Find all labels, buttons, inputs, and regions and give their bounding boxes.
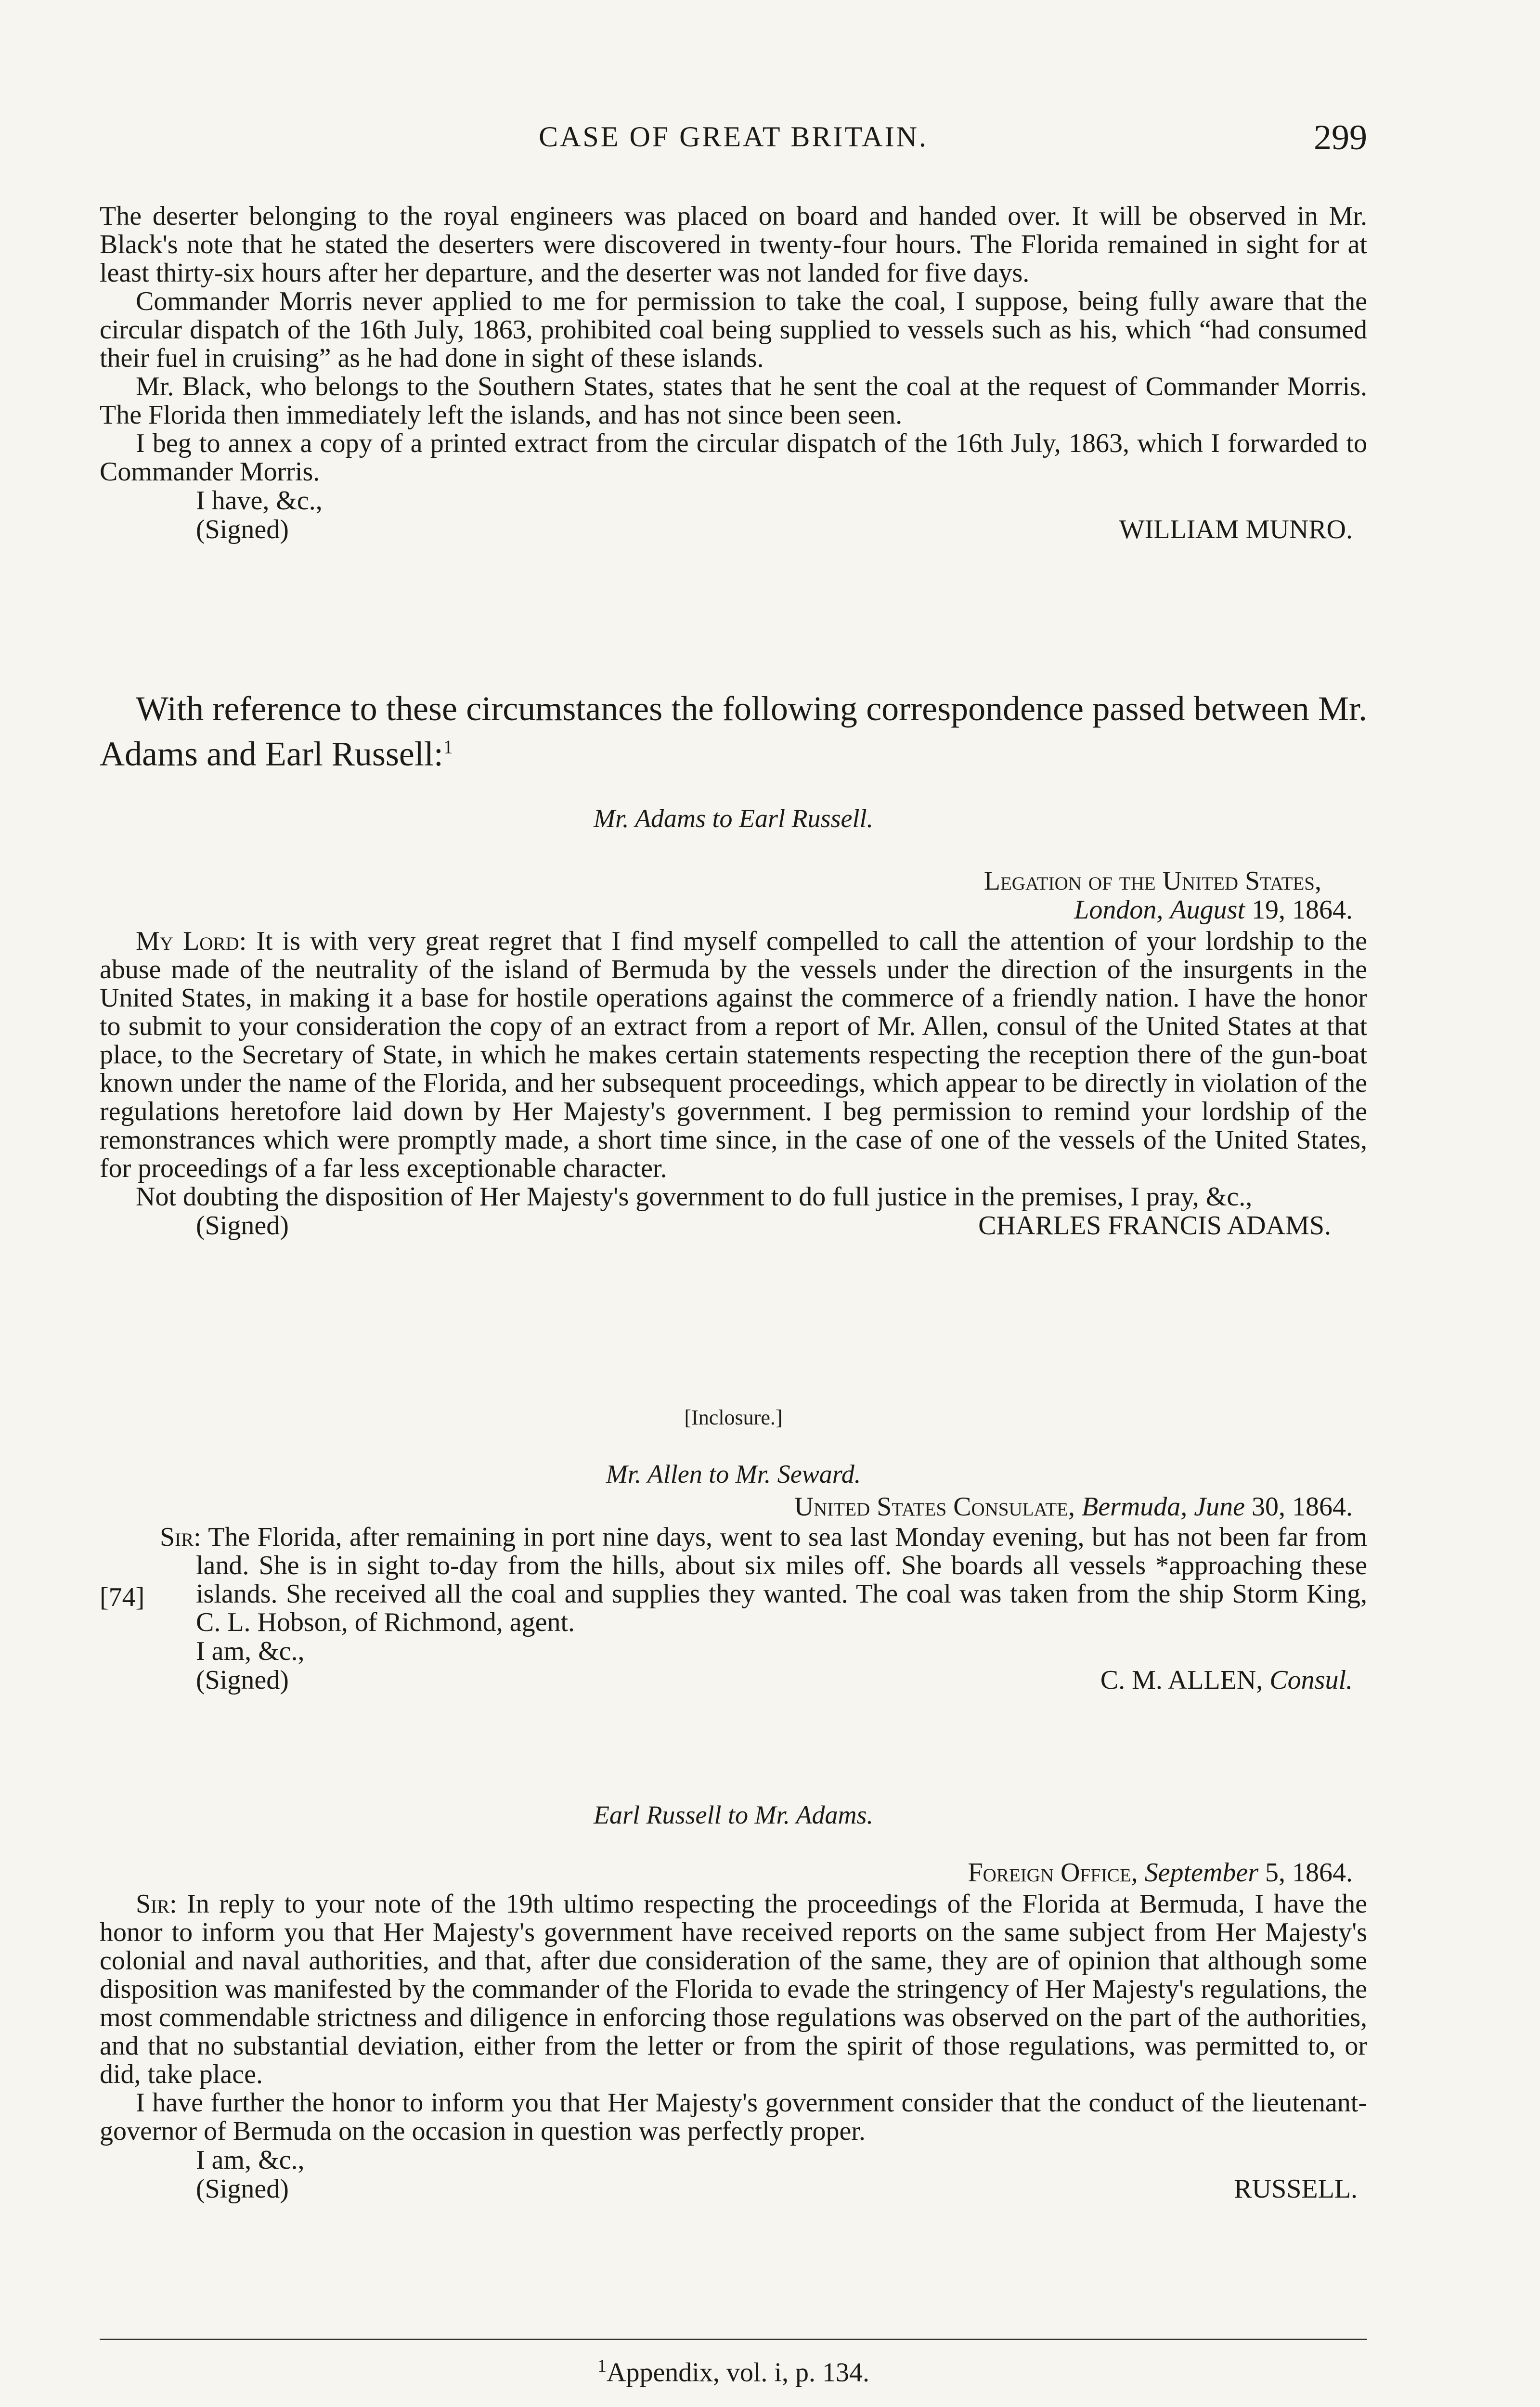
- place-text: United States Consulate,: [794, 1492, 1075, 1522]
- footnote: [100, 2355, 1367, 2388]
- munro-paragraph-1: The deserter belonging to the royal engineers was placed on board and handed over. It will be observed in Mr. Black's note that he stated the deserters were discovered in twenty-four hours. The Florida remained in sight for at least thirty-six hours after her departure, and the deserter was not landed for five days.: [100, 201, 1367, 288]
- russell-signature-row: [100, 2174, 1367, 2204]
- munro-signature-row: [100, 515, 1367, 545]
- page-header: [100, 120, 1367, 164]
- signed-label: (Signed): [196, 1211, 289, 1241]
- intro-paragraph: [100, 689, 1367, 773]
- allen-signature-row: [100, 1666, 1367, 1695]
- adams-signer: CHARLES FRANCIS ADAMS.: [978, 1211, 1331, 1241]
- footnote-text: Appendix, vol. i, p. 134.: [607, 2357, 869, 2388]
- date-day: 5, 1864.: [1265, 1858, 1353, 1888]
- date-month: September: [1144, 1858, 1258, 1888]
- margin-reference: [74]: [100, 1582, 145, 1612]
- munro-letter-continuation: [100, 202, 1367, 545]
- footnote-mark: 1: [597, 2356, 607, 2376]
- salutation: Sir: [160, 1522, 194, 1552]
- allen-closing: I am, &c.,: [196, 1636, 305, 1666]
- paragraph-text: : It is with very great regret that I find myself compelled to call the attention of your lordship to the abuse made of the neutrality of the island of Bermuda by the vessels under the direction of the insurgents in the United States, in making it a base for hostile operations against the commerce of a friendly nation. I have the honor to submit to your consideration the copy of an extract from a report of Mr. Allen, consul of the United States at that place, to the Secretary of State, in which he makes certain statements respecting the reception there of the gun-boat known under the name of the Florida, and her subsequent proceedings, which appear to be directly in violation of the regulations heretofore laid down by Her Majesty's government. I beg permission to remind your lordship of the remonstrances which were promptly made, a short time since, in the case of one of the vessels of the United States, for proceedings of a far less exceptionable character.: [100, 926, 1367, 1183]
- date-month: June: [1194, 1492, 1245, 1522]
- allen-letter-heading: Mr. Allen to Mr. Seward.: [606, 1460, 861, 1488]
- signed-label: (Signed): [196, 515, 289, 544]
- allen-letter-paragraph: [100, 1523, 1367, 1637]
- munro-closing: I have, &c.,: [196, 486, 323, 516]
- munro-signer: WILLIAM MUNRO.: [1119, 515, 1353, 544]
- signer-name: C. M. ALLEN,: [1100, 1665, 1263, 1695]
- adams-letter-paragraph-2: Not doubting the disposition of Her Majesty's government to do full justice in the premises, I pray, &c.,: [136, 1182, 1253, 1212]
- russell-closing: I am, &c.,: [196, 2145, 305, 2175]
- running-head: CASE OF GREAT BRITAIN.: [539, 121, 928, 153]
- allen-letter-body: [100, 1523, 1367, 1637]
- allen-signer: [1100, 1666, 1353, 1695]
- signed-label: (Signed): [196, 2174, 289, 2204]
- inclosure-block: [100, 1406, 1367, 1695]
- paragraph-text: : The Florida, after remaining in port nine days, went to sea last Monday evening, but has not been far from land. She is in sight to-day from the hills, about six miles off. She boards all vessels *approaching these islands. She received all the coal and supplies they wanted. The coal was taken from the ship Storm King, C. L. Hobson, of Richmond, agent.: [194, 1522, 1367, 1637]
- signer-title: Consul.: [1269, 1665, 1353, 1695]
- date-month: August: [1170, 895, 1245, 925]
- adams-letter-place: [100, 867, 1367, 895]
- adams-signature-row: [100, 1211, 1367, 1241]
- signed-label: (Signed): [196, 1665, 289, 1695]
- adams-letter-paragraph-1: [100, 927, 1367, 1183]
- russell-letter: [100, 1800, 1367, 2204]
- allen-letter-dateline: [100, 1492, 1367, 1521]
- russell-letter-dateline: [100, 1858, 1367, 1887]
- date-place: Bermuda,: [1081, 1492, 1188, 1522]
- salutation: Sir: [136, 1889, 170, 1919]
- inclosure-label: [Inclosure.]: [684, 1406, 783, 1429]
- russell-letter-heading: Earl Russell to Mr. Adams.: [593, 1800, 874, 1829]
- munro-paragraph-4: I beg to annex a copy of a printed extract from the circular dispatch of the 16th July, 1863, which I forwarded to Commander Morris.: [100, 428, 1367, 487]
- paragraph-text: : In reply to your note of the 19th ultimo respecting the proceedings of the Florida at Bermuda, I have the honor to inform you that Her Majesty's government have received reports on the same subject from Her Majesty's colonial and naval authorities, and that, after due consideration of the same, they are of opinion that although some disposition was manifested by the commander of the Florida to evade the stringency of Her Majesty's regulations, the most commendable strictness and diligence in enforcing those regulations was observed on the part of the authorities, and that no substantial deviation, either from the letter or from the spirit of those regulations, was permitted to, or did, take place.: [100, 1889, 1367, 2089]
- place-text: Legation of the United States,: [984, 866, 1321, 896]
- place-text: Foreign Office,: [968, 1858, 1138, 1888]
- munro-paragraph-2: Commander Morris never applied to me for permission to take the coal, I suppose, being fully aware that the circular dispatch of the 16th July, 1863, prohibited coal being supplied to vessels such as his, which “had consumed their fuel in cruising” as he had done in sight of these islands.: [100, 286, 1367, 373]
- russell-letter-paragraph-2: I have further the honor to inform you that Her Majesty's government consider that the conduct of the lieutenant-governor of Bermuda on the occasion in question was perfectly proper.: [100, 2088, 1367, 2146]
- adams-letter: [100, 804, 1367, 1241]
- footnote-ref: 1: [443, 736, 453, 758]
- date-place: London,: [1074, 895, 1164, 925]
- russell-signer: RUSSELL.: [1234, 2174, 1358, 2204]
- page-number: 299: [1314, 118, 1367, 157]
- intro-text: With reference to these circumstances the following correspondence passed between Mr. Adams and Earl Russell:: [100, 689, 1367, 773]
- intro-block: [100, 689, 1367, 773]
- adams-letter-date: [100, 895, 1367, 924]
- adams-letter-heading: Mr. Adams to Earl Russell.: [593, 804, 874, 833]
- salutation: My Lord: [136, 926, 239, 956]
- footnote-divider: [100, 2339, 1367, 2340]
- munro-paragraph-3: Mr. Black, who belongs to the Southern States, states that he sent the coal at the request of Commander Morris. The Florida then immediately left the islands, and has not since been seen.: [100, 372, 1367, 430]
- russell-letter-paragraph-1: [100, 1890, 1367, 2089]
- date-day: 19, 1864.: [1252, 895, 1353, 925]
- date-day: 30, 1864.: [1252, 1492, 1353, 1522]
